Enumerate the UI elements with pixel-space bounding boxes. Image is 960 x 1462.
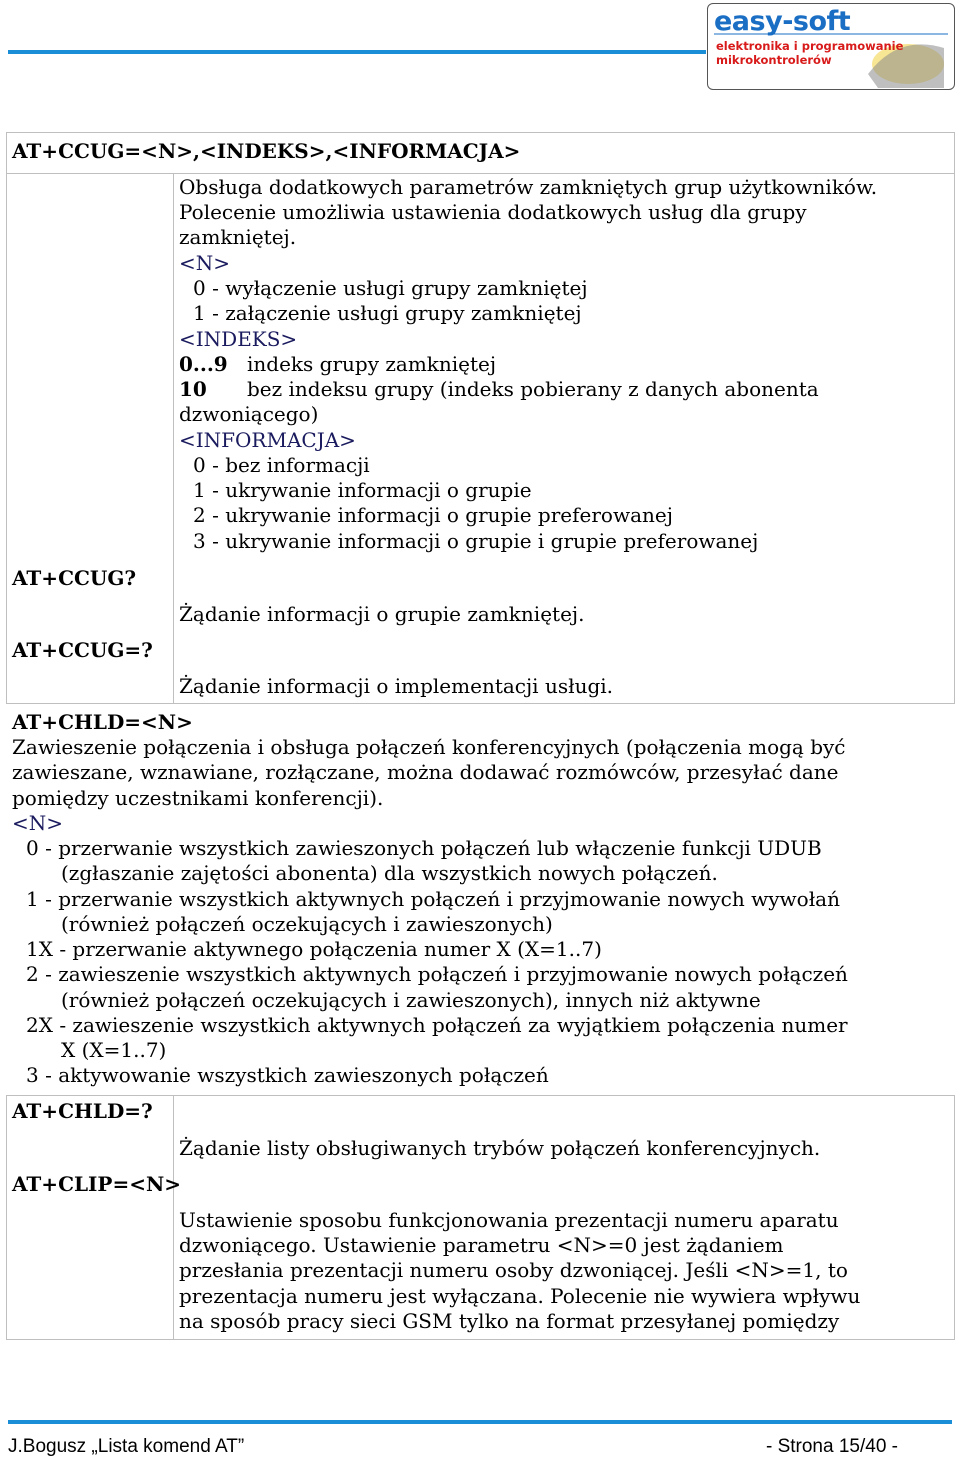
ccug-desc-line-3: zamkniętej. [179, 225, 297, 249]
ccug-query-command: AT+CCUG? [12, 566, 137, 590]
header-rule [8, 50, 706, 54]
ccug-indeks-value-b: bez indeksu grupy (indeks pobierany z danych abonenta [247, 377, 819, 401]
logo-brand: easy-soft [714, 6, 851, 37]
clip-desc-line-3: przesłania prezentacji numeru osoby dzwoniącej. Jeśli <N>=1, to [179, 1258, 848, 1282]
ccug-column-divider [173, 174, 174, 703]
ccug-indeks-key-a: 0...9 [179, 352, 228, 376]
ccug-informacja-label: <INFORMACJA> [179, 428, 356, 452]
footer-author: J.Bogusz „Lista komend AT” [8, 1436, 245, 1457]
ccug-desc-line-2: Polecenie umożliwia ustawienia dodatkowych usług dla grupy [179, 200, 807, 224]
chld-option-2: 2 - zawieszenie wszystkich aktywnych połączeń i przyjmowanie nowych połączeń [26, 962, 848, 986]
chld-option-0-cont: (zgłaszanie zajętości abonenta) dla wszystkich nowych połączeń. [61, 861, 718, 885]
easy-soft-logo [707, 3, 955, 90]
chld-option-1: 1 - przerwanie wszystkich aktywnych połączeń i przyjmowanie nowych wywołań [26, 887, 840, 911]
ccug-indeks-label: <INDEKS> [179, 327, 298, 351]
chld-test-command: AT+CHLD=? [12, 1099, 153, 1123]
clip-desc-line-5: na sposób pracy sieci GSM tylko na format przesyłanej pomiędzy [179, 1309, 840, 1333]
chld-option-1-cont: (również połączeń oczekujących i zawieszonych) [61, 912, 553, 936]
chld-option-2-cont: (również połączeń oczekujących i zawieszonych), innych niż aktywne [61, 988, 761, 1012]
logo-line-1: elektronika i programowanie [716, 39, 904, 53]
ccug-n-option-1: 1 - załączenie usługi grupy zamkniętej [193, 301, 582, 325]
logo-line-2: mikrokontrolerów [716, 53, 832, 67]
ccug-info-option-1: 1 - ukrywanie informacji o grupie [193, 478, 532, 502]
ccug-info-option-2: 2 - ukrywanie informacji o grupie preferowanej [193, 503, 673, 527]
ccug-test-desc: Żądanie informacji o implementacji usługi. [179, 674, 614, 698]
clip-desc-line-4: prezentacja numeru jest wyłączana. Polecenie nie wywiera wpływu [179, 1284, 861, 1308]
chld-desc-line-1: Zawieszenie połączenia i obsługa połączeń konferencyjnych (połączenia mogą być [12, 735, 846, 759]
chld-desc-line-3: pomiędzy uczestnikami konferencji). [12, 786, 384, 810]
ccug-n-option-0: 0 - wyłączenie usługi grupy zamkniętej [193, 276, 588, 300]
clip-command: AT+CLIP=<N> [12, 1172, 181, 1196]
ccug-query-desc: Żądanie informacji o grupie zamkniętej. [179, 602, 585, 626]
ccug-desc-line-1: Obsługa dodatkowych parametrów zamkniętych grup użytkowników. [179, 175, 878, 199]
ccug-info-option-0: 0 - bez informacji [193, 453, 370, 477]
chld-n-label: <N> [12, 811, 64, 835]
ccug-info-option-3: 3 - ukrywanie informacji o grupie i grupie preferowanej [193, 529, 759, 553]
ccug-n-label: <N> [179, 251, 231, 275]
chld-clip-column-divider [173, 1096, 174, 1339]
footer-rule [8, 1420, 952, 1424]
chld-option-0: 0 - przerwanie wszystkich zawieszonych połączeń lub włączenie funkcji UDUB [26, 836, 822, 860]
page-number: - Strona 15/40 - [765, 1436, 898, 1457]
clip-desc-line-2: dzwoniącego. Ustawienie parametru <N>=0 jest żądaniem [179, 1233, 784, 1257]
chld-command: AT+CHLD=<N> [12, 710, 193, 734]
ccug-test-command: AT+CCUG=? [12, 638, 153, 662]
chld-option-3: 3 - aktywowanie wszystkich zawieszonych połączeń [26, 1063, 549, 1087]
clip-desc-line-1: Ustawienie sposobu funkcjonowania prezentacji numeru aparatu [179, 1208, 839, 1232]
chld-option-1x: 1X - przerwanie aktywnego połączenia numer X (X=1..7) [26, 937, 602, 961]
chld-desc-line-2: zawieszane, wznawiane, rozłączane, można dodawać rozmówców, przesyłać dane [12, 760, 839, 784]
chld-option-2x: 2X - zawieszenie wszystkich aktywnych połączeń za wyjątkiem połączenia numer [26, 1013, 848, 1037]
ccug-indeks-value-b-cont: dzwoniącego) [179, 402, 319, 426]
ccug-command: AT+CCUG=<N>,<INDEKS>,<INFORMACJA> [12, 139, 521, 163]
chld-option-2x-cont: X (X=1..7) [61, 1038, 167, 1062]
ccug-indeks-value-a: indeks grupy zamkniętej [247, 352, 497, 376]
ccug-indeks-key-b: 10 [179, 377, 207, 401]
chld-test-desc: Żądanie listy obsługiwanych trybów połączeń konferencyjnych. [179, 1136, 821, 1160]
